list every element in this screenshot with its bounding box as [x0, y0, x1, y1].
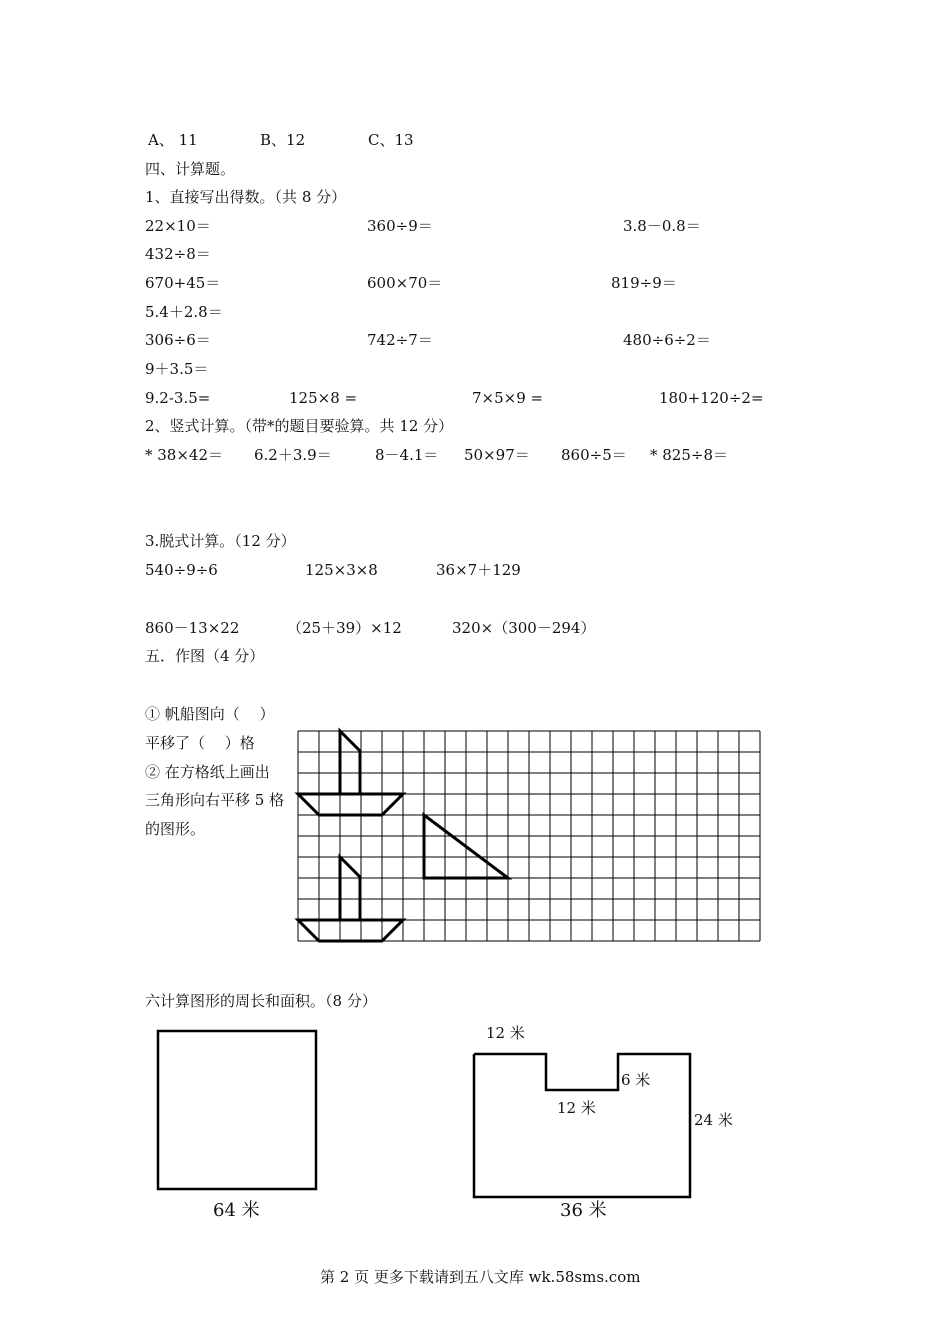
- vertical-calc-item: 860÷5＝: [561, 446, 627, 464]
- choice-a: A、 11: [148, 131, 198, 149]
- part2-title: 2、竖式计算。（带*的题目要验算。共 12 分）: [145, 417, 454, 435]
- square-side-label: 64 米: [213, 1200, 260, 1221]
- instruction-line: 平移了（ ）格: [145, 734, 255, 752]
- calc-item: 7×5×9 =: [472, 389, 544, 407]
- calc-item: 5.4＋2.8＝: [145, 303, 223, 321]
- vertical-calc-item: 8－4.1＝: [375, 446, 439, 464]
- section5-title: 五．作图（4 分）: [145, 647, 265, 665]
- calc-item: 9.2-3.5=: [145, 389, 211, 407]
- vertical-calc-item: * 825÷8＝: [650, 446, 729, 464]
- part1-title: 1、直接写出得数。（共 8 分）: [145, 188, 347, 206]
- page-footer: 第 2 页 更多下载请到五八文库 wk.58sms.com: [320, 1268, 641, 1286]
- calc-item: 432÷8＝: [145, 245, 211, 263]
- calc-item: 125×8 =: [289, 389, 358, 407]
- expression-item: 860－13×22: [145, 619, 240, 637]
- notch-width-label: 12 米: [557, 1099, 596, 1117]
- calc-item: 360÷9＝: [367, 217, 433, 235]
- bottom-length-label: 36 米: [560, 1200, 607, 1221]
- expression-item: 540÷9÷6: [145, 561, 218, 579]
- choice-b: B、12: [260, 131, 306, 149]
- part3-title: 3.脱式计算。（12 分）: [145, 532, 296, 550]
- vertical-calc-item: 50×97＝: [464, 446, 530, 464]
- notched-rectangle-figure: [474, 1054, 690, 1197]
- instruction-line: 的图形。: [145, 820, 206, 838]
- instruction-line: 三角形向右平移 5 格: [145, 791, 285, 809]
- right-triangle: [424, 815, 508, 878]
- instruction-line: ① 帆船图向（ ）: [145, 705, 275, 723]
- sailboat-upper: [298, 731, 403, 815]
- square-figure: [158, 1031, 316, 1189]
- instruction-line: ② 在方格纸上画出: [145, 763, 270, 781]
- calc-item: 306÷6＝: [145, 331, 211, 349]
- vertical-calc-item: * 38×42＝: [145, 446, 224, 464]
- expression-item: 36×7＋129: [436, 561, 521, 579]
- section6-title: 六计算图形的周长和面积。（8 分）: [145, 992, 377, 1010]
- calc-item: 819÷9＝: [611, 274, 677, 292]
- choice-c: C、13: [368, 131, 414, 149]
- right-height-label: 24 米: [694, 1111, 733, 1129]
- notch-depth-label: 6 米: [621, 1071, 651, 1089]
- section4-title: 四、计算题。: [145, 160, 236, 178]
- calc-item: 9＋3.5＝: [145, 360, 209, 378]
- calc-item: 600×70＝: [367, 274, 443, 292]
- calc-item: 742÷7＝: [367, 331, 433, 349]
- expression-item: 320×（300－294）: [452, 619, 596, 637]
- expression-item: 125×3×8: [305, 561, 378, 579]
- top-length-label: 12 米: [486, 1024, 525, 1042]
- sailboat-lower: [298, 857, 403, 941]
- calc-item: 480÷6÷2＝: [623, 331, 711, 349]
- calc-item: 3.8－0.8＝: [623, 217, 701, 235]
- expression-item: （25＋39）×12: [287, 619, 402, 637]
- vertical-calc-item: 6.2＋3.9＝: [254, 446, 332, 464]
- calc-item: 180+120÷2=: [659, 389, 764, 407]
- calc-item: 22×10＝: [145, 217, 211, 235]
- calc-item: 670+45＝: [145, 274, 221, 292]
